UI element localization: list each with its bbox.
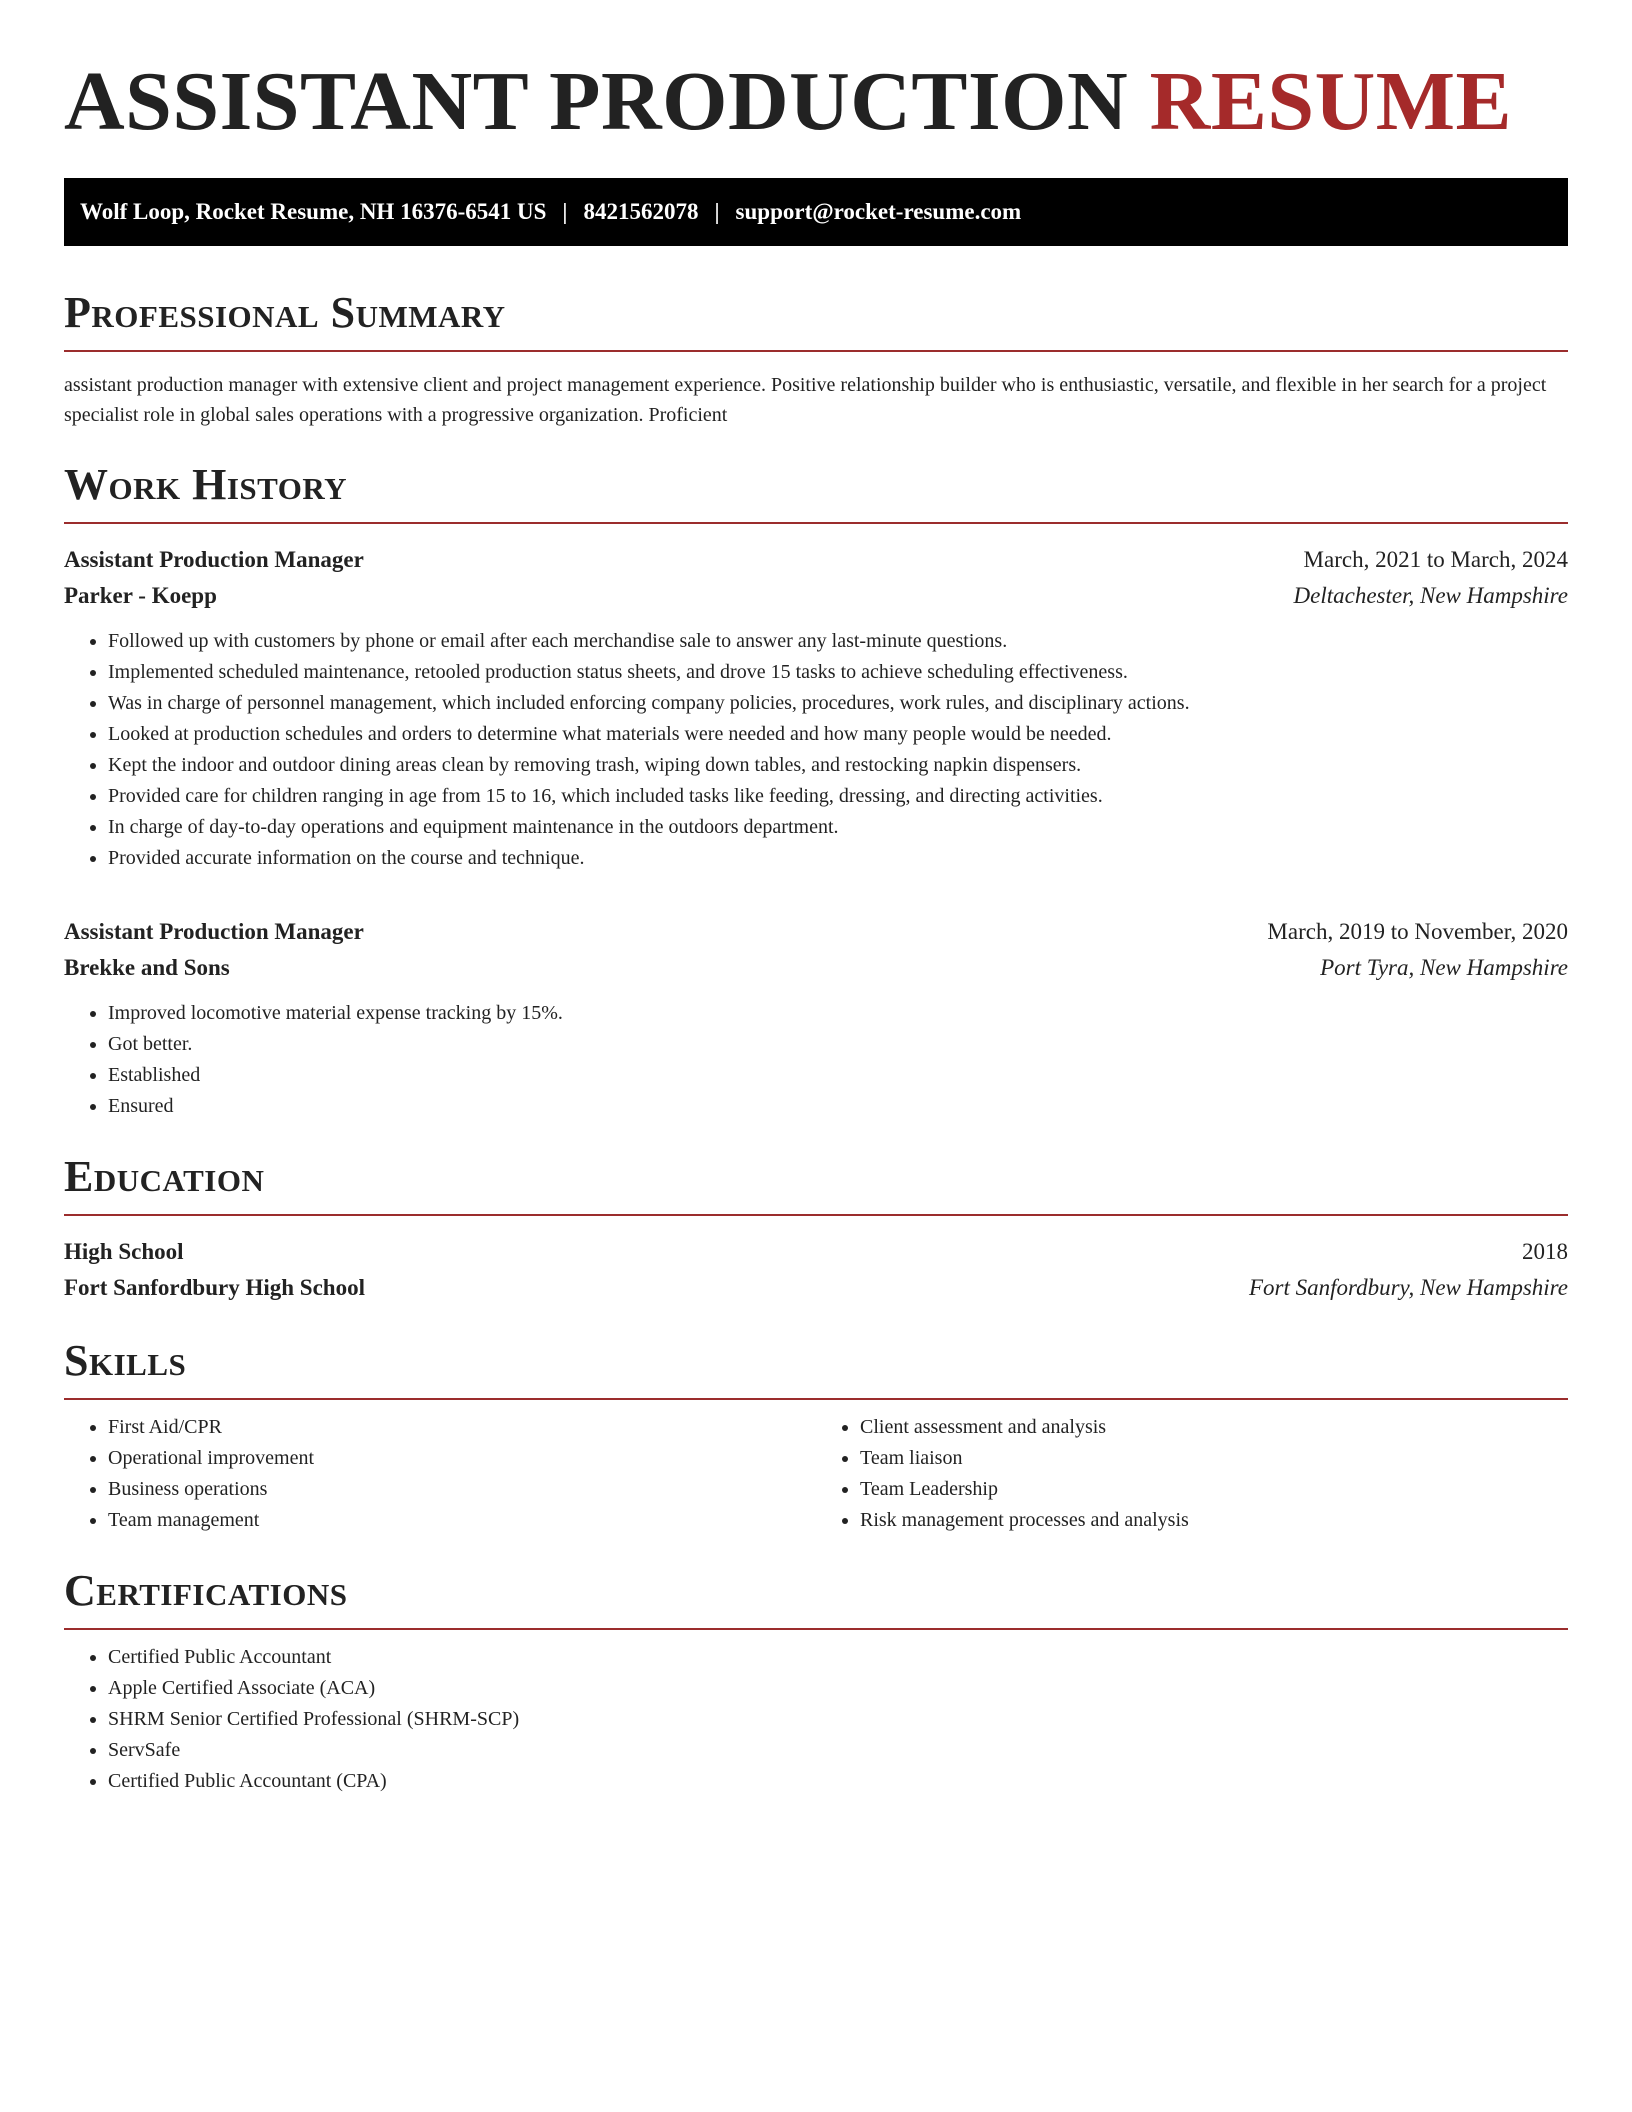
education-section xyxy=(64,1152,1568,1306)
job-header-row xyxy=(64,542,1568,578)
certification-item: • Certified Public Accountant (CPA) xyxy=(108,1766,1568,1797)
job-bullet: • Ensured xyxy=(108,1091,1568,1122)
job-bullet: • Kept the indoor and outdoor dining areas clean by removing trash, wiping down tables, and restocking napkin dispensers. xyxy=(108,750,1568,781)
job-company-row xyxy=(64,578,1568,614)
certifications-section xyxy=(64,1566,1568,1797)
section-heading-education: Education xyxy=(64,1152,265,1201)
job-bullet: • Established xyxy=(108,1060,1568,1091)
job-entry xyxy=(64,914,1568,1122)
job-dates: March, 2021 to March, 2024 xyxy=(1303,547,1568,572)
work-history-section xyxy=(64,460,1568,1122)
job-bullets xyxy=(64,626,1568,874)
skill-item: • Risk management processes and analysis xyxy=(860,1505,1568,1536)
skills-grid xyxy=(64,1412,1568,1536)
job-company-row xyxy=(64,950,1568,986)
summary-text: assistant production manager with extensive client and project management experience. Positive relationship builder who is enthusiastic, versatile, and flexible in her search for a project specialist role in global sales operations with a progressive organization. Proficient xyxy=(64,374,1547,426)
skill-item: • Business operations xyxy=(108,1474,816,1505)
job-dates: March, 2019 to November, 2020 xyxy=(1267,919,1568,944)
section-heading-skills: Skills xyxy=(64,1336,187,1385)
contact-bar xyxy=(64,178,1568,246)
job-bullet: • Provided care for children ranging in age from 15 to 16, which included tasks like feeding, dressing, and directing activities. xyxy=(108,781,1568,812)
education-school-row xyxy=(64,1270,1568,1306)
skills-section xyxy=(64,1336,1568,1536)
skill-item: • Client assessment and analysis xyxy=(860,1412,1568,1443)
contact-address: Wolf Loop, Rocket Resume, NH 16376-6541 US xyxy=(80,199,547,224)
contact-phone: 8421562078 xyxy=(583,199,699,224)
job-company: Brekke and Sons xyxy=(64,955,230,980)
title-accent: RESUME xyxy=(1149,55,1513,148)
job-bullet: • Followed up with customers by phone or email after each merchandise sale to answer any last-minute questions. xyxy=(108,626,1568,657)
title-main: ASSISTANT PRODUCTION xyxy=(64,55,1129,148)
section-divider xyxy=(64,1628,1568,1630)
section-heading-summary: Professional Summary xyxy=(64,288,506,337)
skill-item: • Team Leadership xyxy=(860,1474,1568,1505)
education-school: Fort Sanfordbury High School xyxy=(64,1275,365,1300)
job-entry xyxy=(64,542,1568,874)
section-divider xyxy=(64,1214,1568,1216)
skills-list-left xyxy=(64,1412,816,1536)
job-bullet: • In charge of day-to-day operations and equipment maintenance in the outdoors department. xyxy=(108,812,1568,843)
education-degree: High School xyxy=(64,1239,184,1264)
education-location: Fort Sanfordbury, New Hampshire xyxy=(1248,1275,1568,1300)
job-bullet: • Provided accurate information on the course and technique. xyxy=(108,843,1568,874)
certification-item: • Certified Public Accountant xyxy=(108,1642,1568,1673)
certification-item: • ServSafe xyxy=(108,1735,1568,1766)
job-bullet: • Improved locomotive material expense tracking by 15%. xyxy=(108,998,1568,1029)
job-location: Port Tyra, New Hampshire xyxy=(1320,955,1568,980)
skill-item: • First Aid/CPR xyxy=(108,1412,816,1443)
summary-section xyxy=(64,288,1568,430)
job-bullet: • Was in charge of personnel management, which included enforcing company policies, procedures, work rules, and disciplinary actions. xyxy=(108,688,1568,719)
section-heading-certifications: Certifications xyxy=(64,1566,348,1615)
skill-item: • Team management xyxy=(108,1505,816,1536)
contact-separator: | xyxy=(714,199,720,224)
section-divider xyxy=(64,350,1568,352)
certification-item: • SHRM Senior Certified Professional (SHRM-SCP) xyxy=(108,1704,1568,1735)
education-year: 2018 xyxy=(1522,1239,1568,1264)
job-title: Assistant Production Manager xyxy=(64,547,364,572)
job-title: Assistant Production Manager xyxy=(64,919,364,944)
job-company: Parker - Koepp xyxy=(64,583,217,608)
section-heading-work-history: Work History xyxy=(64,460,348,509)
job-header-row xyxy=(64,914,1568,950)
certification-item: • Apple Certified Associate (ACA) xyxy=(108,1673,1568,1704)
section-divider xyxy=(64,1398,1568,1400)
job-bullet: • Implemented scheduled maintenance, retooled production status sheets, and drove 15 tasks to achieve scheduling effectiveness. xyxy=(108,657,1568,688)
skill-item: • Team liaison xyxy=(860,1443,1568,1474)
skill-item: • Operational improvement xyxy=(108,1443,816,1474)
job-location: Deltachester, New Hampshire xyxy=(1293,583,1568,608)
resume-title xyxy=(64,52,1568,152)
education-entry xyxy=(64,1234,1568,1306)
job-bullets xyxy=(64,998,1568,1122)
section-divider xyxy=(64,522,1568,524)
skills-list-right xyxy=(816,1412,1568,1536)
job-bullet: • Looked at production schedules and orders to determine what materials were needed and how many people would be needed. xyxy=(108,719,1568,750)
education-header-row xyxy=(64,1234,1568,1270)
contact-separator: | xyxy=(562,199,568,224)
certifications-list xyxy=(64,1642,1568,1797)
contact-email: support@rocket-resume.com xyxy=(735,199,1022,224)
job-bullet: • Got better. xyxy=(108,1029,1568,1060)
